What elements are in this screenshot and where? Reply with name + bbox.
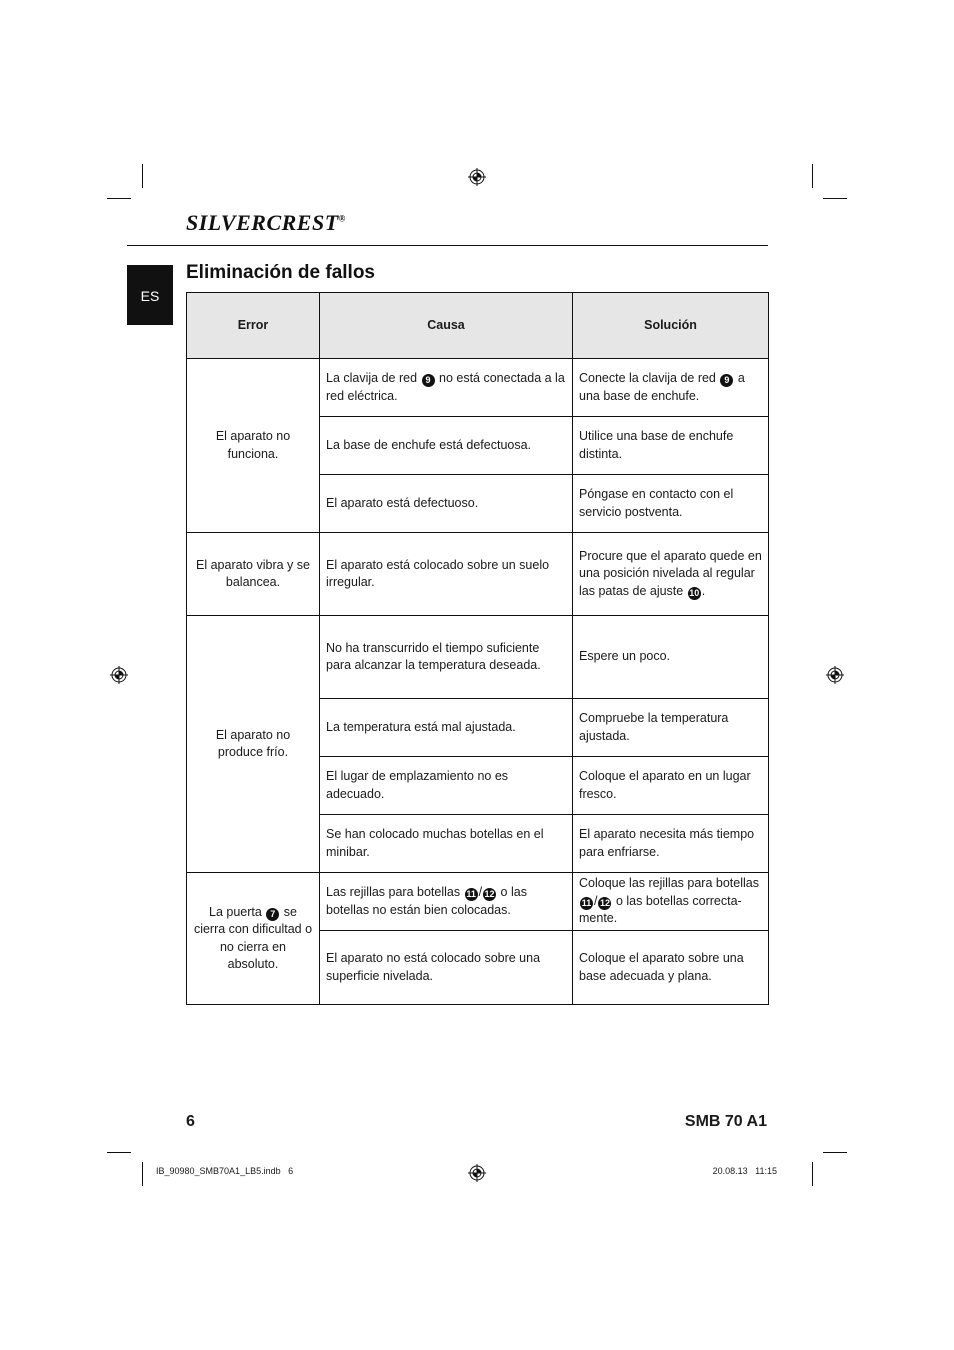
solution-cell: Coloque el aparato en un lugar fresco.	[573, 757, 769, 815]
table-row	[187, 616, 769, 699]
crop-mark	[142, 164, 143, 188]
error-text: La puerta	[209, 904, 266, 919]
solution-text: .	[701, 583, 706, 598]
solution-cell: El aparato necesita más tiempo para enfriarse.	[573, 815, 769, 873]
print-slug-date: 20.08.13 11:15	[712, 1166, 777, 1176]
cause-text: no está conectada a la red eléctrica.	[326, 371, 565, 403]
troubleshooting-table	[186, 292, 769, 1005]
solution-cell: Utilice una base de enchufe distinta.	[573, 417, 769, 475]
error-cell: El aparato no produce frío.	[187, 616, 320, 873]
solution-text: a una base de enchufe.	[579, 371, 745, 403]
cause-text: o las botellas no están bien colocadas.	[326, 885, 527, 917]
error-cell: El aparato no funciona.	[187, 359, 320, 533]
error-text: se cierra con dificultad o no cierra en absoluto.	[193, 904, 313, 971]
solution-cell	[573, 359, 769, 417]
crop-mark	[812, 1162, 813, 1186]
cause-cell: El lugar de emplazamiento no es adecuado.	[320, 757, 573, 815]
cause-cell	[320, 359, 573, 417]
crop-mark	[812, 164, 813, 188]
solution-cell	[573, 873, 769, 931]
table-header-row	[187, 293, 769, 359]
solution-cell: Espere un poco.	[573, 616, 769, 699]
registration-mark-icon	[826, 666, 844, 684]
cause-cell: La base de enchufe está defectuosa.	[320, 417, 573, 475]
separator: /	[478, 885, 483, 899]
registration-mark-icon	[468, 168, 486, 186]
cause-cell: La temperatura está mal ajustada.	[320, 699, 573, 757]
error-cell: El aparato vibra y se balancea.	[187, 533, 320, 616]
solution-cell: Póngase en contacto con el servicio postventa.	[573, 475, 769, 533]
header-rule	[127, 245, 768, 246]
header-solution: Solución	[573, 293, 769, 359]
part-number-badge: 7	[266, 908, 279, 921]
table-row	[187, 533, 769, 616]
crop-mark	[107, 198, 131, 199]
cause-cell: No ha transcurrido el tiempo suficiente para alcanzar la temperatura deseada.	[320, 616, 573, 699]
part-number-badge: 12	[484, 889, 495, 899]
part-number-badge: 9	[720, 374, 733, 387]
cause-cell: El aparato está defectuoso.	[320, 475, 573, 533]
brand-logo	[186, 210, 346, 236]
header-cause: Causa	[320, 293, 573, 359]
page-number: 6	[186, 1113, 195, 1130]
crop-mark	[823, 198, 847, 199]
crop-mark	[107, 1152, 131, 1153]
crop-mark	[142, 1162, 143, 1186]
header-error: Error	[187, 293, 320, 359]
cause-cell: El aparato no está colocado sobre una superficie nivelada.	[320, 931, 573, 1005]
cause-cell	[320, 873, 573, 931]
error-cell	[187, 873, 320, 1005]
cause-cell: Se han colocado muchas botellas en el minibar.	[320, 815, 573, 873]
solution-cell	[573, 533, 769, 616]
part-number-badge: 11	[581, 897, 592, 908]
table-row	[187, 359, 769, 417]
brand-name: SILVERCREST	[186, 210, 339, 235]
table-row	[187, 873, 769, 931]
crop-mark	[823, 1152, 847, 1153]
model-number: SMB 70 A1	[684, 1113, 767, 1130]
print-slug-file: IB_90980_SMB70A1_LB5.indb 6	[156, 1166, 294, 1176]
solution-text: Procure que el aparato quede en una posición nivelada al regular las patas de ajuste	[579, 548, 762, 598]
part-number-badge: 12	[599, 897, 610, 908]
registration-mark-icon	[468, 1164, 486, 1182]
solution-cell: Coloque el aparato sobre una base adecuada y plana.	[573, 931, 769, 1005]
part-number-badge: 9	[422, 374, 435, 387]
cause-text: La clavija de red	[326, 371, 421, 385]
section-title: Eliminación de fallos	[186, 262, 375, 283]
brand-trademark: ®	[338, 213, 346, 224]
language-tab: ES	[127, 265, 173, 325]
part-number-badge: 11	[466, 889, 476, 899]
part-number-badge: 10	[689, 587, 700, 598]
separator: /	[594, 893, 598, 908]
solution-text: o las botellas correcta-mente.	[579, 893, 742, 926]
solution-cell: Compruebe la temperatura ajustada.	[573, 699, 769, 757]
cause-cell: El aparato está colocado sobre un suelo irregular.	[320, 533, 573, 616]
cause-text: Las rejillas para botellas	[326, 885, 464, 899]
solution-text: Coloque las rejillas para botellas	[579, 876, 759, 891]
registration-mark-icon	[110, 666, 128, 684]
solution-text: Conecte la clavija de red	[579, 371, 720, 385]
